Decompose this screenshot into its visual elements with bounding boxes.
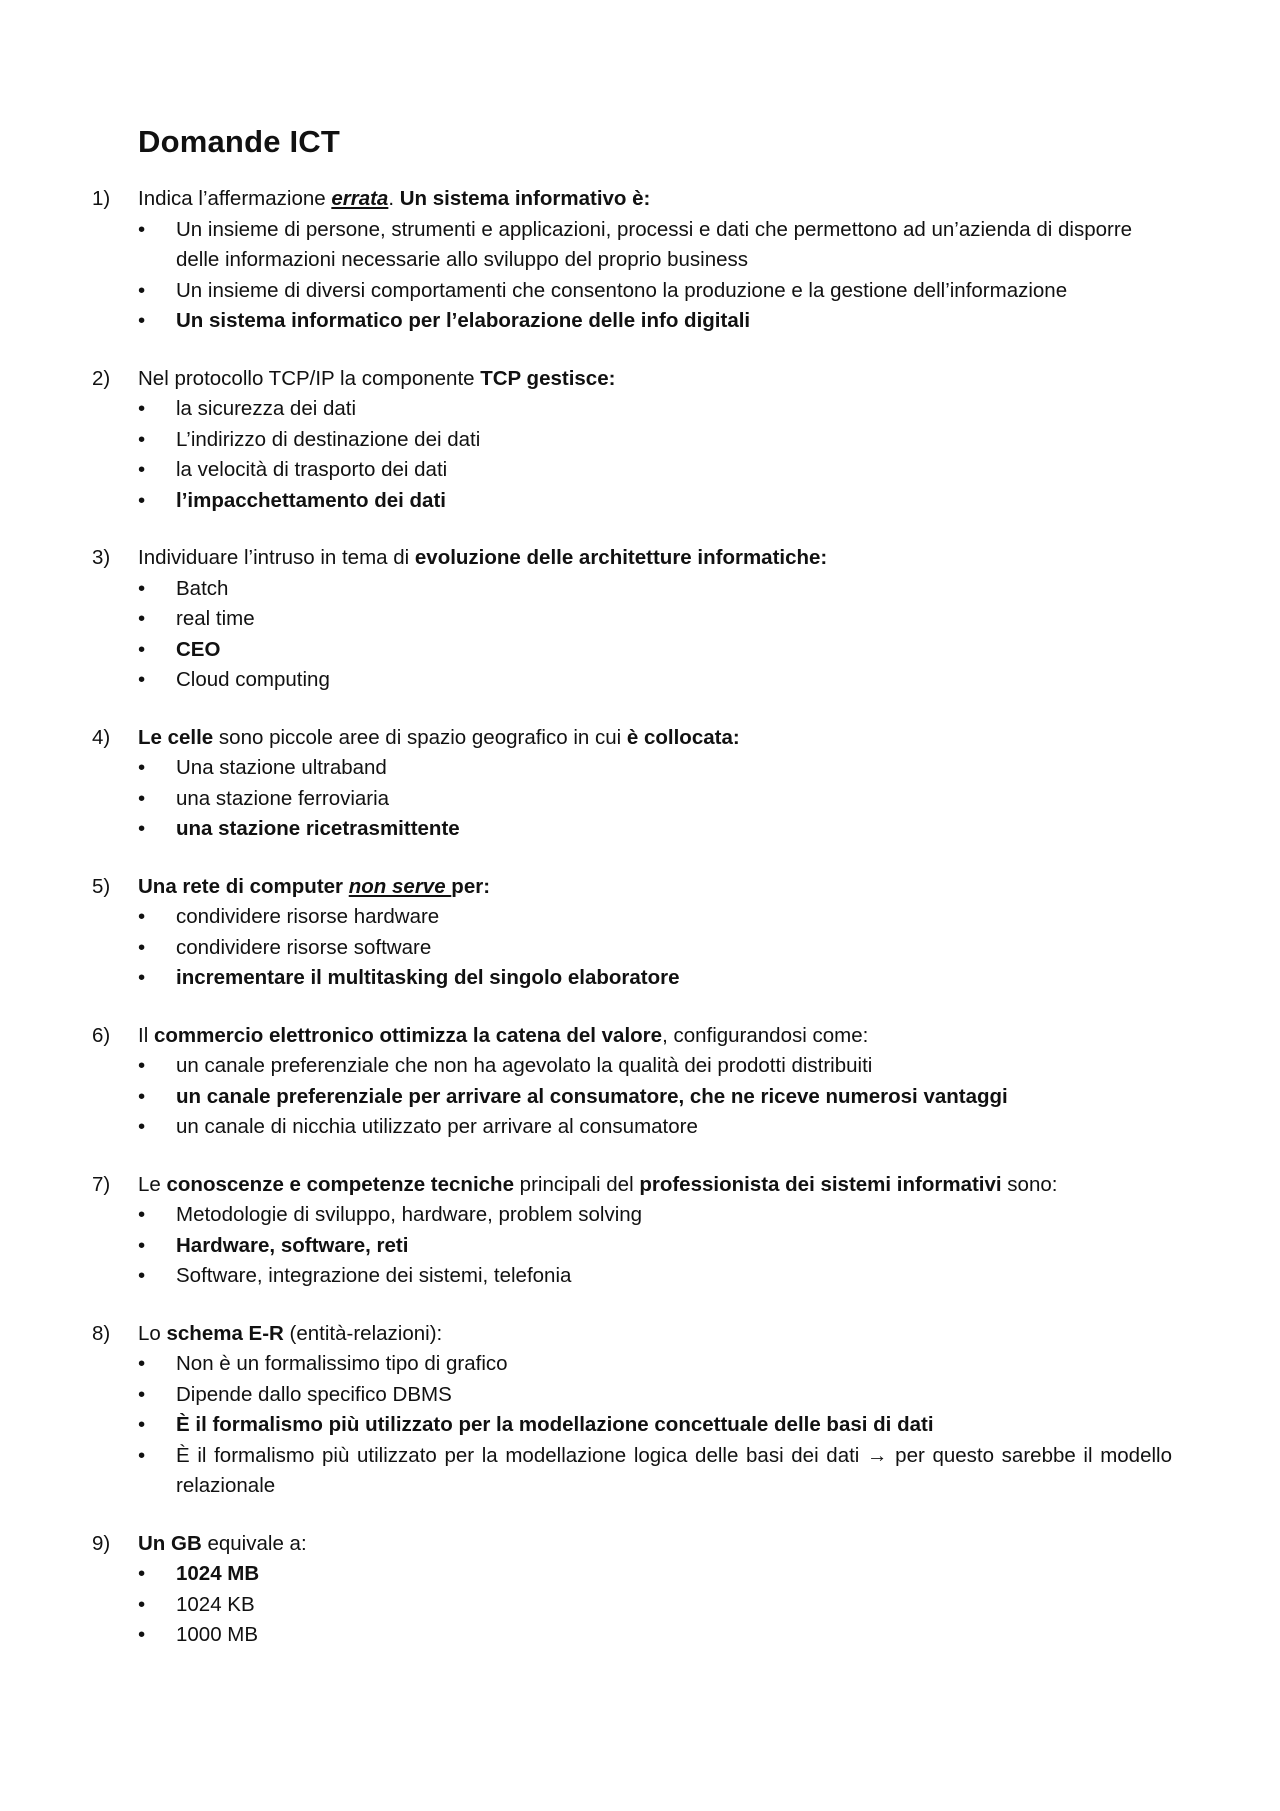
- answer-option-text: È il formalismo più utilizzato per la modellazione logica delle basi dei dati → per questo sarebbe il modello relazionale: [176, 1443, 1172, 1497]
- answer-option-text: 1024 MB: [176, 1562, 260, 1585]
- answer-options: [138, 574, 1172, 696]
- bullet-icon: •: [138, 1443, 146, 1467]
- bullet-icon: •: [138, 488, 146, 512]
- question-5: [92, 872, 1172, 994]
- question-stem-segment: Il: [138, 1023, 154, 1047]
- bullet-icon: •: [138, 1562, 146, 1585]
- answer-option-text: una stazione ricetrasmittente: [176, 817, 460, 840]
- question-stem-segment: schema E-R: [166, 1321, 284, 1345]
- answer-option-text: un canale preferenziale che non ha agevolato la qualità dei prodotti distribuiti: [176, 1054, 873, 1077]
- question-stem-segment: Lo: [138, 1321, 167, 1345]
- bullet-icon: •: [138, 576, 146, 600]
- answer-options: [138, 1349, 1172, 1502]
- bullet-icon: •: [138, 1115, 146, 1138]
- answer-option-text: un canale di nicchia utilizzato per arrivare al consumatore: [176, 1115, 698, 1138]
- answer-option-text: la sicurezza dei dati: [176, 397, 357, 420]
- answer-option-text: real time: [176, 607, 255, 630]
- question-number: 8): [92, 1321, 111, 1345]
- bullet-icon: •: [138, 278, 146, 302]
- bullet-icon: •: [138, 905, 146, 928]
- bullet-icon: •: [138, 966, 146, 989]
- answer-options: [138, 394, 1172, 516]
- bullet-icon: •: [138, 1623, 146, 1646]
- answer-options: [138, 215, 1172, 337]
- answer-option-text: L’indirizzo di destinazione dei dati: [176, 427, 481, 451]
- answer-option-text: condividere risorse hardware: [176, 905, 440, 928]
- question-stem: [138, 1170, 1172, 1201]
- question-stem-segment: non serve: [348, 874, 452, 898]
- question-number: 9): [92, 1531, 111, 1555]
- answer-options: [138, 1559, 1172, 1651]
- question-stem-segment: è collocata:: [626, 725, 740, 749]
- answer-option-text: condividere risorse software: [176, 935, 432, 959]
- bullet-icon: •: [138, 458, 146, 481]
- question-stem: [138, 1021, 1172, 1052]
- bullet-icon: •: [138, 817, 146, 840]
- question-stem: [138, 184, 1172, 215]
- question-list: [92, 184, 1172, 1678]
- answer-option-text: Cloud computing: [176, 668, 330, 691]
- answer-option-text: Un insieme di persone, strumenti e applicazioni, processi e dati che permettono ad un’azienda di disporre delle informazioni necessarie allo sviluppo del proprio business: [176, 217, 1133, 271]
- answer-option: [138, 1051, 1172, 1082]
- question-stem-segment: equivale a:: [201, 1531, 307, 1555]
- question-number: 5): [92, 874, 111, 898]
- question-number: 3): [92, 546, 111, 569]
- answer-option: [138, 394, 1172, 425]
- answer-option-text: Un sistema informatico per l’elaborazione delle info digitali: [176, 309, 751, 332]
- answer-option: [138, 902, 1172, 933]
- question-stem: [138, 1319, 1172, 1350]
- answer-option-text: l’impacchettamento dei dati: [176, 488, 446, 512]
- answer-option-text: Hardware, software, reti: [176, 1233, 409, 1257]
- question-stem-segment: sono:: [1001, 1172, 1058, 1196]
- page-title: Domande ICT: [138, 124, 340, 159]
- answer-option-text: una stazione ferroviaria: [176, 786, 390, 810]
- answer-option-text: Metodologie di sviluppo, hardware, problem solving: [176, 1203, 643, 1226]
- bullet-icon: •: [138, 1054, 146, 1077]
- answer-option: [138, 1112, 1172, 1143]
- question-stem: [138, 364, 1172, 395]
- answer-option-text: È il formalismo più utilizzato per la modellazione concettuale delle basi di dati: [176, 1413, 934, 1436]
- question-stem-segment: conoscenze e competenze tecniche: [166, 1172, 514, 1196]
- answer-option: [138, 604, 1172, 635]
- question-stem-segment: .: [388, 187, 400, 210]
- bullet-icon: •: [138, 1203, 146, 1226]
- answer-option-text: 1000 MB: [176, 1623, 259, 1646]
- question-number: 1): [92, 187, 111, 210]
- answer-options: [138, 1051, 1172, 1143]
- question-8: [92, 1319, 1172, 1502]
- answer-option: [138, 1380, 1172, 1411]
- question-7: [92, 1170, 1172, 1292]
- answer-option: [138, 1349, 1172, 1380]
- question-6: [92, 1021, 1172, 1143]
- bullet-icon: •: [138, 427, 146, 451]
- question-stem: [138, 872, 1172, 903]
- answer-option-correct: [138, 814, 1172, 845]
- question-9: [92, 1529, 1172, 1651]
- question-stem-segment: Un GB: [138, 1531, 202, 1555]
- answer-option-text: la velocità di trasporto dei dati: [176, 458, 448, 481]
- bullet-icon: •: [138, 1352, 146, 1375]
- answer-option: [138, 425, 1172, 456]
- bullet-icon: •: [138, 1592, 146, 1616]
- bullet-icon: •: [138, 637, 146, 661]
- question-stem-segment: , configurandosi come:: [662, 1023, 869, 1047]
- answer-option-text: Una stazione ultraband: [176, 756, 387, 779]
- answer-option-text: Software, integrazione dei sistemi, telefonia: [176, 1264, 572, 1287]
- bullet-icon: •: [138, 1382, 146, 1406]
- question-stem-segment: (entità-relazioni):: [283, 1321, 443, 1345]
- answer-option-correct: [138, 1231, 1172, 1262]
- bullet-icon: •: [138, 1264, 146, 1287]
- question-stem-segment: principali del: [513, 1172, 640, 1196]
- answer-option: [138, 665, 1172, 696]
- bullet-icon: •: [138, 935, 146, 959]
- bullet-icon: •: [138, 397, 146, 420]
- answer-option: [138, 574, 1172, 605]
- answer-option-correct: [138, 635, 1172, 666]
- bullet-icon: •: [138, 1413, 146, 1436]
- answer-option: [138, 215, 1172, 276]
- answer-options: [138, 1200, 1172, 1292]
- answer-options: [138, 902, 1172, 994]
- question-stem-segment: sono piccole aree di spazio geografico in cui: [213, 725, 627, 749]
- question-stem-segment: per:: [451, 874, 491, 898]
- bullet-icon: •: [138, 1233, 146, 1257]
- answer-option-correct: [138, 1559, 1172, 1590]
- question-stem-segment: Un sistema informativo è:: [399, 187, 651, 210]
- answer-option: [138, 784, 1172, 815]
- question-stem-segment: commercio elettronico ottimizza la catena del valore: [153, 1023, 663, 1047]
- question-stem-segment: Indica l’affermazione: [138, 187, 332, 210]
- answer-option-text: Dipende dallo specifico DBMS: [176, 1382, 452, 1406]
- question-number: 6): [92, 1023, 111, 1047]
- question-number: 2): [92, 366, 111, 390]
- bullet-icon: •: [138, 309, 146, 332]
- answer-option: [138, 753, 1172, 784]
- question-number: 7): [92, 1172, 111, 1196]
- answer-option-correct: [138, 1410, 1172, 1441]
- bullet-icon: •: [138, 217, 146, 241]
- answer-option-correct: [138, 306, 1172, 337]
- question-stem-segment: Una rete di computer: [138, 874, 349, 898]
- question-stem: [138, 543, 1172, 574]
- answer-option-text: CEO: [176, 637, 221, 661]
- answer-option: [138, 933, 1172, 964]
- bullet-icon: •: [138, 786, 146, 810]
- answer-option-correct: [138, 1082, 1172, 1113]
- question-stem-segment: Nel protocollo TCP/IP la componente: [138, 366, 481, 390]
- answer-option-text: un canale preferenziale per arrivare al consumatore, che ne riceve numerosi vantaggi: [176, 1084, 1008, 1108]
- answer-option-correct: [138, 486, 1172, 517]
- answer-option: [138, 1620, 1172, 1651]
- bullet-icon: •: [138, 668, 146, 691]
- answer-option: [138, 276, 1172, 307]
- question-stem-segment: TCP gestisce:: [480, 366, 616, 390]
- question-stem-segment: Le: [138, 1172, 167, 1196]
- answer-option: [138, 1590, 1172, 1621]
- answer-option: [138, 455, 1172, 486]
- answer-option-text: Batch: [176, 576, 229, 600]
- answer-option: [138, 1261, 1172, 1292]
- bullet-icon: •: [138, 756, 146, 779]
- answer-option-text: incrementare il multitasking del singolo elaboratore: [176, 966, 680, 989]
- question-4: [92, 723, 1172, 845]
- question-stem-segment: evoluzione delle architetture informatiche:: [414, 546, 828, 569]
- answer-options: [138, 753, 1172, 845]
- answer-option-text: Un insieme di diversi comportamenti che consentono la produzione e la gestione dell’informazione: [176, 278, 1068, 302]
- question-stem-segment: errata: [331, 187, 389, 210]
- question-number: 4): [92, 725, 111, 749]
- answer-option: [138, 1441, 1172, 1502]
- answer-option-text: 1024 KB: [176, 1592, 255, 1616]
- bullet-icon: •: [138, 607, 146, 630]
- question-1: [92, 184, 1172, 337]
- answer-option-text: Non è un formalissimo tipo di grafico: [176, 1352, 508, 1375]
- answer-option-correct: [138, 963, 1172, 994]
- question-2: [92, 364, 1172, 517]
- question-stem-segment: Individuare l’intruso in tema di: [138, 546, 415, 569]
- question-stem-segment: professionista dei sistemi informativi: [639, 1172, 1002, 1196]
- bullet-icon: •: [138, 1084, 146, 1108]
- question-stem: [138, 1529, 1172, 1560]
- question-stem-segment: Le celle: [138, 725, 214, 749]
- question-stem: [138, 723, 1172, 754]
- answer-option: [138, 1200, 1172, 1231]
- question-3: [92, 543, 1172, 696]
